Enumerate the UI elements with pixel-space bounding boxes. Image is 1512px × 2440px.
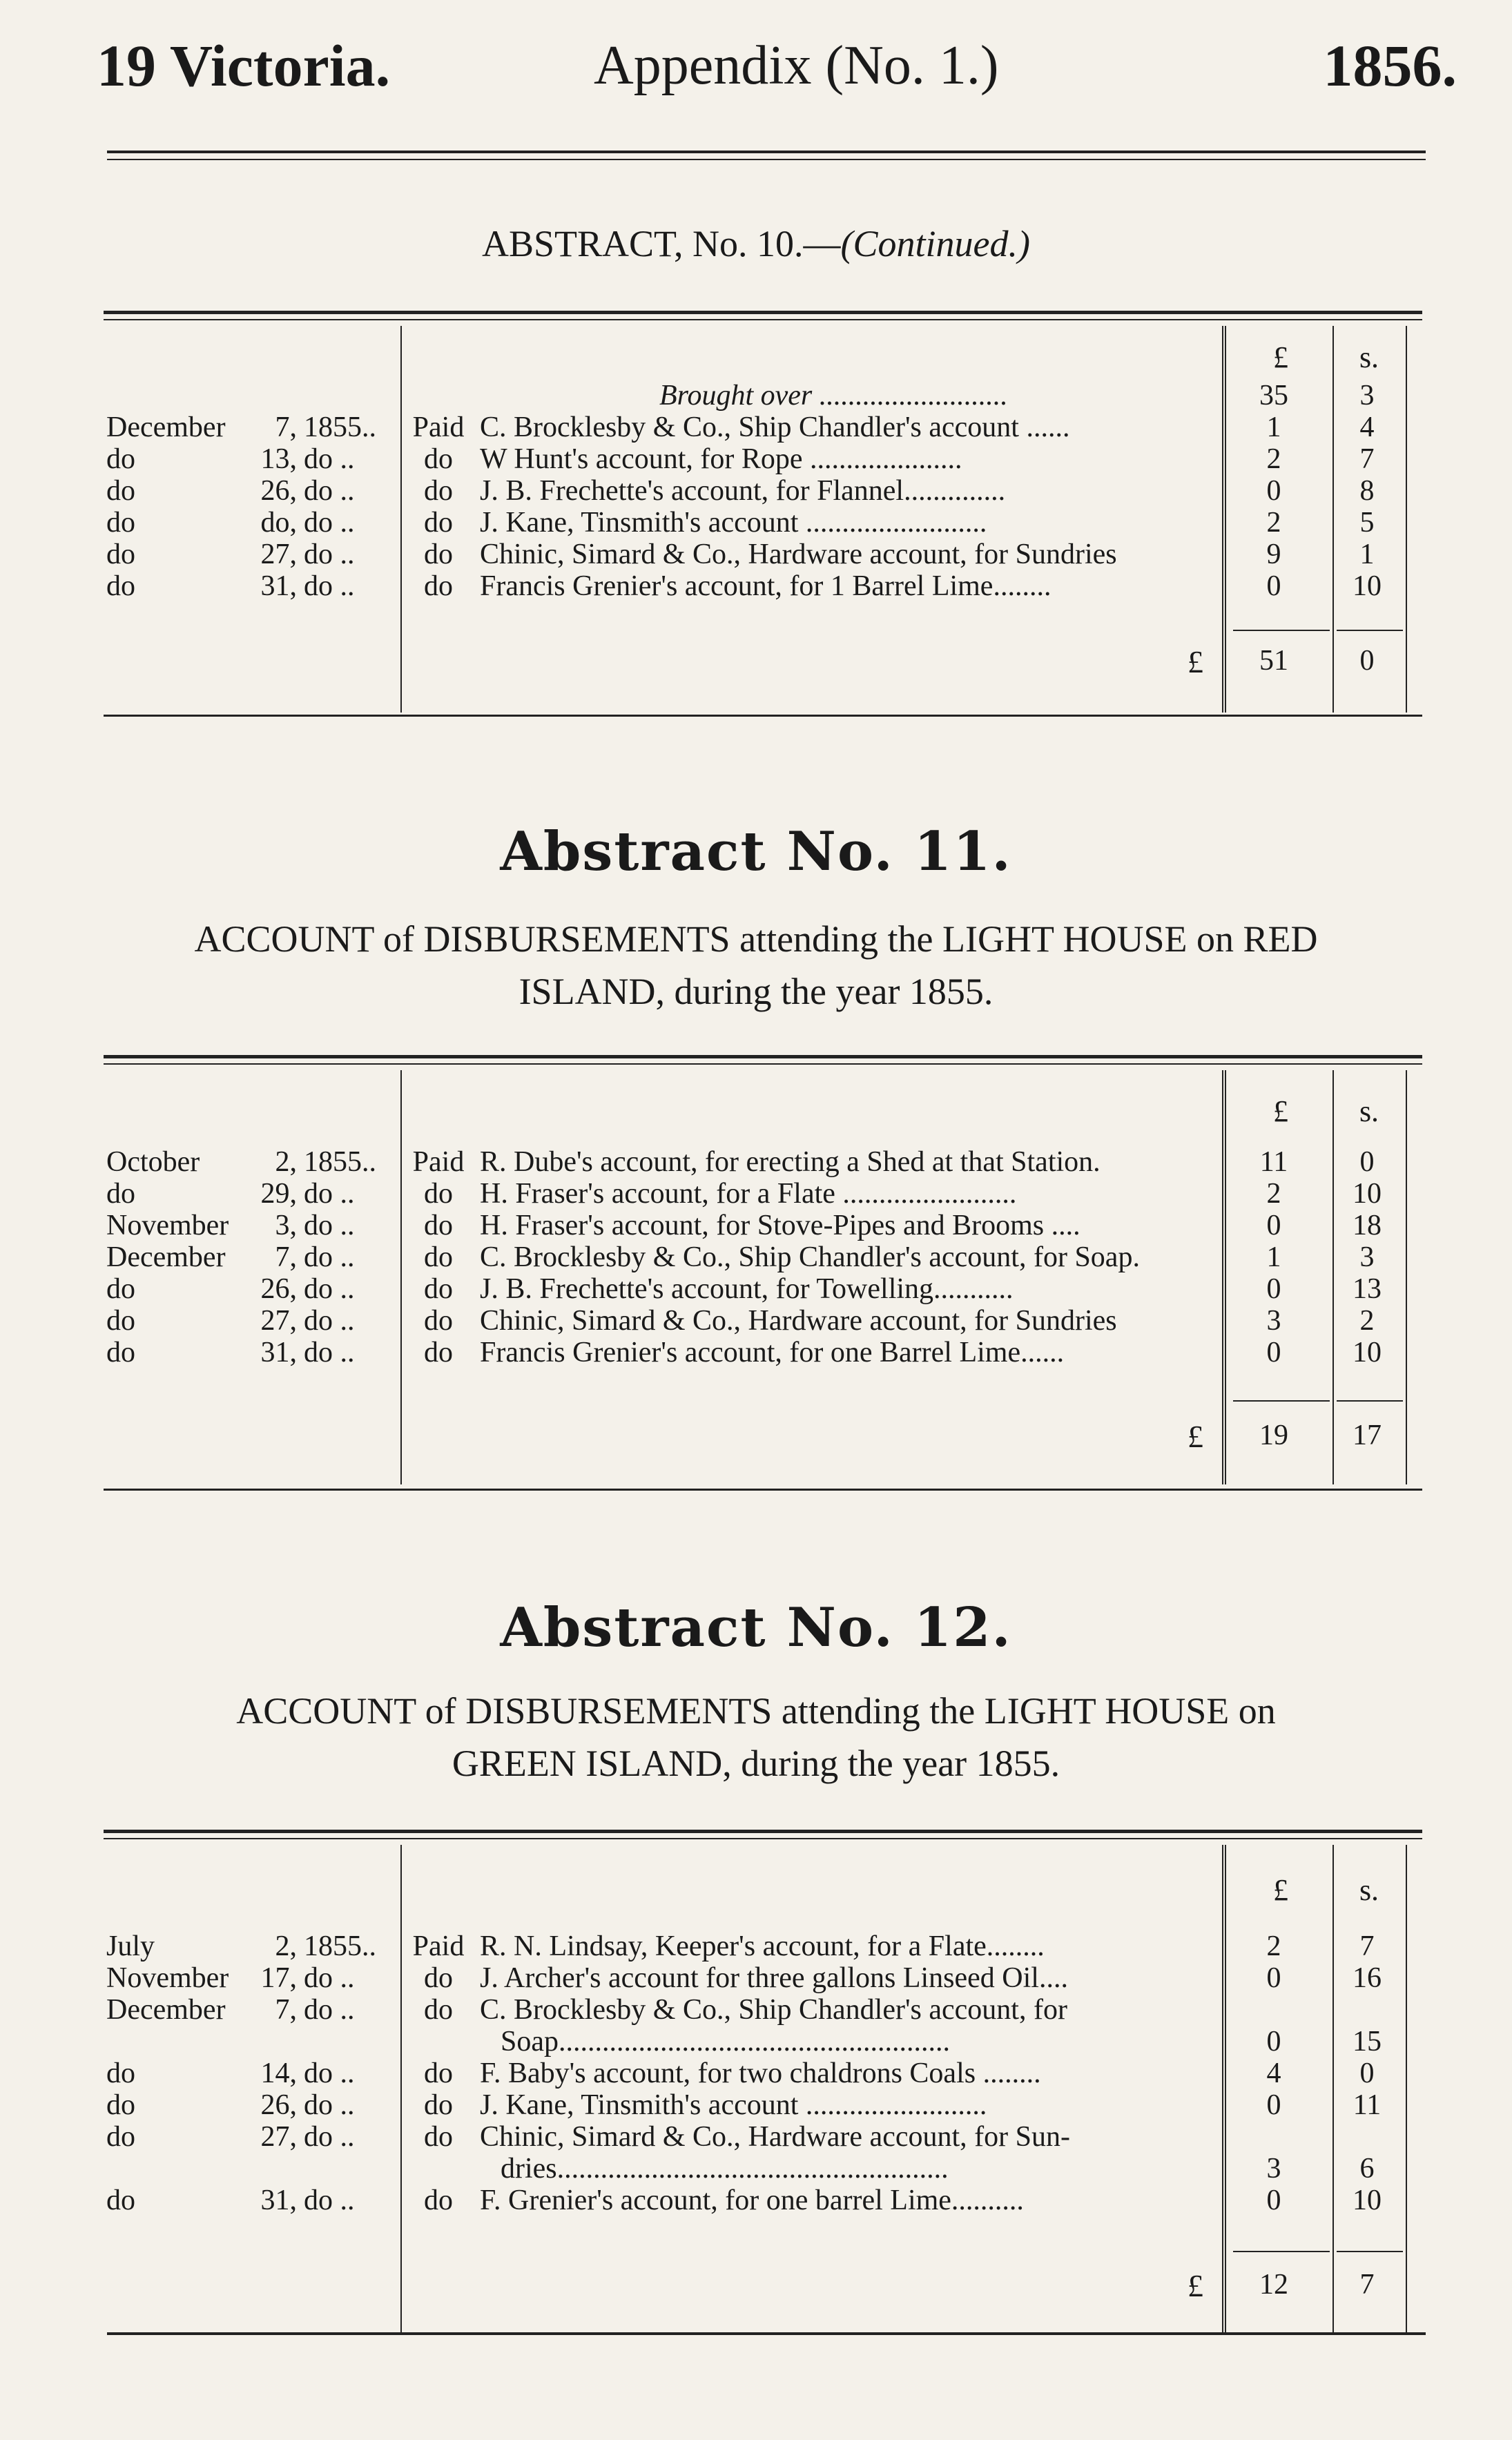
date-year: do ..: [304, 1994, 355, 2026]
paid-label: do: [424, 443, 453, 475]
table-row: [104, 507, 1422, 539]
date-year: do ..: [304, 2185, 355, 2216]
description: J. Kane, Tinsmith's account .........................: [480, 507, 987, 539]
shilling-column-header: s.: [1359, 340, 1379, 374]
description: R. N. Lindsay, Keeper's account, for a Flate........: [480, 1930, 1045, 1962]
paid-label: do: [424, 507, 453, 539]
abstract-12-title: Abstract No. 12.: [500, 1596, 1012, 1659]
description: C. Brocklesby & Co., Ship Chandler's account, for: [480, 1994, 1067, 2026]
total-shillings: 17: [1353, 1420, 1382, 1451]
date-year: do ..: [304, 2121, 355, 2153]
date-year: do ..: [304, 475, 355, 507]
description: J. B. Frechette's account, for Towelling...........: [480, 1273, 1014, 1305]
pounds-value: 11: [1259, 1146, 1288, 1178]
description: Francis Grenier's account, for one Barrel Lime......: [480, 1337, 1065, 1368]
table-row: [104, 1178, 1422, 1210]
description: dries......................................................: [501, 2153, 949, 2185]
table-rule: [104, 311, 1422, 314]
shillings-value: 10: [1353, 1178, 1382, 1210]
table-row: [104, 2089, 1422, 2121]
date-day: 26,: [260, 475, 297, 507]
date-month: do: [106, 443, 135, 475]
date-month: do: [106, 475, 135, 507]
shillings-value: 10: [1353, 1337, 1382, 1368]
table-row: [104, 570, 1422, 602]
shillings-value: 5: [1359, 507, 1375, 539]
header-right: 1856.: [1323, 32, 1457, 99]
header-rule: [107, 159, 1426, 160]
date-year: do ..: [304, 2089, 355, 2121]
date-year: do ..: [304, 1210, 355, 1241]
paid-label: do: [424, 570, 453, 602]
paid-label: do: [424, 2089, 453, 2121]
date-day: do,: [260, 507, 297, 539]
total-pounds: 51: [1259, 645, 1288, 677]
date-day: 7,: [275, 1241, 297, 1273]
date-day: 27,: [260, 2121, 297, 2153]
pounds-value: 0: [1266, 1337, 1281, 1368]
pounds-value: 0: [1266, 1273, 1281, 1305]
date-day: 2,: [275, 1930, 297, 1962]
date-day: 29,: [260, 1178, 297, 1210]
date-month: November: [106, 1210, 229, 1241]
paid-label: do: [424, 1273, 453, 1305]
pounds-value: 0: [1266, 475, 1281, 507]
date-day: 26,: [260, 1273, 297, 1305]
abstract-12-description: [0, 1685, 1512, 1790]
table-row: [104, 2057, 1422, 2089]
header-left: 19 Victoria.: [97, 32, 391, 99]
date-day: 27,: [260, 1305, 297, 1337]
paid-label: do: [424, 1178, 453, 1210]
shillings-value: 0: [1359, 2057, 1375, 2089]
date-day: 26,: [260, 2089, 297, 2121]
abstract-10-caption: [0, 222, 1512, 265]
pounds-value: 0: [1266, 570, 1281, 602]
date-day: 31,: [260, 570, 297, 602]
shillings-value: 6: [1359, 2153, 1375, 2185]
total-row: [104, 1420, 1422, 1451]
date-day: 7,: [275, 1994, 297, 2026]
pounds-value: 4: [1266, 2057, 1281, 2089]
paid-label: do: [424, 1241, 453, 1273]
abstract-11-description-line: ACCOUNT of DISBURSEMENTS attending the LIGHT HOUSE on RED: [194, 918, 1318, 960]
date-month: do: [106, 1305, 135, 1337]
date-month: December: [106, 1994, 226, 2026]
total-rule: [1337, 2251, 1403, 2252]
date-day: 13,: [260, 443, 297, 475]
description: F. Grenier's account, for one barrel Lime..........: [480, 2185, 1024, 2216]
date-day: 14,: [260, 2057, 297, 2089]
date-day: 31,: [260, 1337, 297, 1368]
table-row: [104, 2153, 1422, 2185]
table-row: [104, 2185, 1422, 2216]
date-year: do ..: [304, 2057, 355, 2089]
paid-label: do: [424, 1210, 453, 1241]
abstract-10-table: [104, 311, 1422, 725]
total-rule: [1233, 630, 1330, 631]
shilling-column-header: s.: [1359, 1873, 1379, 1907]
total-pound-sign: £: [1188, 2268, 1203, 2303]
date-month: do: [106, 2121, 135, 2153]
shillings-value: 8: [1359, 475, 1375, 507]
running-header: [97, 28, 1457, 104]
description: R. Dube's account, for erecting a Shed at that Station.: [480, 1146, 1101, 1178]
pounds-value: 0: [1266, 2185, 1281, 2216]
table-rule: [104, 1055, 1422, 1058]
abstract-11-description-line: ISLAND, during the year 1855.: [518, 971, 994, 1012]
total-pounds: 12: [1259, 2269, 1288, 2301]
paid-label: do: [424, 2185, 453, 2216]
total-shillings: 0: [1359, 645, 1375, 677]
pounds-value: 9: [1266, 539, 1281, 570]
date-month: October: [106, 1146, 200, 1178]
table-row: [104, 443, 1422, 475]
table-row: [104, 1210, 1422, 1241]
pounds-value: 2: [1266, 507, 1281, 539]
table-rule: [104, 715, 1422, 717]
abstract-10-caption-main: ABSTRACT, No. 10.—: [481, 223, 841, 264]
header-center: Appendix (No. 1.): [594, 35, 999, 96]
shilling-column-header: s.: [1359, 1094, 1379, 1128]
date-month: do: [106, 2089, 135, 2121]
shillings-value: 18: [1353, 1210, 1382, 1241]
table-rule: [104, 319, 1422, 320]
date-year: do ..: [304, 570, 355, 602]
pounds-value: 2: [1266, 443, 1281, 475]
shillings-value: 10: [1353, 2185, 1382, 2216]
pound-column-header: £: [1273, 1094, 1288, 1128]
table-row: [104, 539, 1422, 570]
pound-column-header: £: [1273, 1873, 1288, 1907]
table-rule: [104, 1063, 1422, 1065]
abstract-11-description: [0, 913, 1512, 1018]
pounds-value: 1: [1266, 411, 1281, 443]
table-row: [104, 1273, 1422, 1305]
paid-label: do: [424, 1962, 453, 1994]
abstract-12-description-line: GREEN ISLAND, during the year 1855.: [452, 1743, 1060, 1784]
paid-label: do: [424, 2121, 453, 2153]
pounds-value: 3: [1266, 1305, 1281, 1337]
table-row: [104, 1962, 1422, 1994]
date-month: do: [106, 2057, 135, 2089]
date-month: do: [106, 539, 135, 570]
total-row: [104, 2269, 1422, 2301]
table-row: [104, 1930, 1422, 1962]
pounds-value: 3: [1266, 2153, 1281, 2185]
date-month: do: [106, 1178, 135, 1210]
table-rule: [104, 1830, 1422, 1833]
table-row: [104, 380, 1422, 411]
date-year: 1855..: [304, 1930, 376, 1962]
description: J. B. Frechette's account, for Flannel..............: [480, 475, 1006, 507]
date-month: November: [106, 1962, 229, 1994]
date-year: do ..: [304, 443, 355, 475]
shillings-value: 11: [1353, 2089, 1382, 2121]
description: Soap......................................................: [501, 2026, 950, 2057]
total-rule: [1233, 2251, 1330, 2252]
shillings-value: 1: [1359, 539, 1375, 570]
shillings-value: 3: [1359, 1241, 1375, 1273]
description: C. Brocklesby & Co., Ship Chandler's account, for Soap.: [480, 1241, 1140, 1273]
description: W Hunt's account, for Rope .....................: [480, 443, 962, 475]
date-year: do ..: [304, 539, 355, 570]
shillings-value: 13: [1353, 1273, 1382, 1305]
pounds-value: 0: [1266, 2089, 1281, 2121]
total-rule: [1337, 1400, 1403, 1402]
table-row: [104, 2026, 1422, 2057]
shillings-value: 16: [1353, 1962, 1382, 1994]
date-day: 2,: [275, 1146, 297, 1178]
total-pound-sign: £: [1188, 644, 1203, 679]
shillings-value: 15: [1353, 2026, 1382, 2057]
paid-label: do: [424, 1994, 453, 2026]
table-row: [104, 1305, 1422, 1337]
date-day: 17,: [260, 1962, 297, 1994]
pound-column-header: £: [1273, 340, 1288, 374]
date-day: 7,: [275, 411, 297, 443]
date-month: July: [106, 1930, 155, 1962]
paid-label: do: [424, 1337, 453, 1368]
date-month: do: [106, 1273, 135, 1305]
date-day: 27,: [260, 539, 297, 570]
total-pounds: 19: [1259, 1420, 1288, 1451]
total-rule: [1233, 1400, 1330, 1402]
abstract-11-title: Abstract No. 11.: [500, 820, 1012, 883]
pounds-value: 0: [1266, 1210, 1281, 1241]
table-rule: [104, 1838, 1422, 1839]
total-row: [104, 645, 1422, 677]
shillings-value: 0: [1359, 1146, 1375, 1178]
date-day: 3,: [275, 1210, 297, 1241]
description: C. Brocklesby & Co., Ship Chandler's account ......: [480, 411, 1070, 443]
date-month: December: [106, 1241, 226, 1273]
date-year: do ..: [304, 507, 355, 539]
paid-label: Paid: [412, 411, 465, 443]
description: J. Kane, Tinsmith's account .........................: [480, 2089, 987, 2121]
date-month: do: [106, 507, 135, 539]
paid-label: Paid: [412, 1930, 465, 1962]
date-year: do ..: [304, 1273, 355, 1305]
table-row: [104, 1241, 1422, 1273]
paid-label: do: [424, 475, 453, 507]
total-pound-sign: £: [1188, 1419, 1203, 1454]
shillings-value: 2: [1359, 1305, 1375, 1337]
footer-rule: [107, 2332, 1426, 2335]
shillings-value: 10: [1353, 570, 1382, 602]
date-year: do ..: [304, 1241, 355, 1273]
date-month: December: [106, 411, 226, 443]
total-shillings: 7: [1359, 2269, 1375, 2301]
paid-label: do: [424, 1305, 453, 1337]
date-month: do: [106, 1337, 135, 1368]
date-year: do ..: [304, 1178, 355, 1210]
table-row: [104, 411, 1422, 443]
date-year: do ..: [304, 1305, 355, 1337]
total-rule: [1337, 630, 1403, 631]
paid-label: do: [424, 2057, 453, 2089]
table-row: [104, 2121, 1422, 2153]
shillings-value: 7: [1359, 443, 1375, 475]
pounds-value: 1: [1266, 1241, 1281, 1273]
description: Chinic, Simard & Co., Hardware account, for Sun-: [480, 2121, 1070, 2153]
abstract-12-description-line: ACCOUNT of DISBURSEMENTS attending the LIGHT HOUSE on: [236, 1690, 1276, 1732]
shillings-value: 7: [1359, 1930, 1375, 1962]
table-row: [104, 1146, 1422, 1178]
date-year: do ..: [304, 1962, 355, 1994]
description: H. Fraser's account, for a Flate ........................: [480, 1178, 1017, 1210]
description: J. Archer's account for three gallons Linseed Oil....: [480, 1962, 1068, 1994]
date-day: 31,: [260, 2185, 297, 2216]
abstract-10-caption-continued: (Continued.): [840, 223, 1030, 264]
pounds-value: 2: [1266, 1178, 1281, 1210]
table-row: [104, 475, 1422, 507]
date-year: do ..: [304, 1337, 355, 1368]
pounds-value: 0: [1266, 2026, 1281, 2057]
date-month: do: [106, 2185, 135, 2216]
date-year: 1855..: [304, 1146, 376, 1178]
pounds-value: 0: [1266, 1962, 1281, 1994]
description: Brought over ..........................: [659, 380, 1008, 411]
abstract-12-table: [104, 1830, 1422, 2341]
table-row: [104, 1994, 1422, 2026]
table-rule: [104, 1489, 1422, 1491]
shillings-value: 4: [1359, 411, 1375, 443]
paid-label: Paid: [412, 1146, 465, 1178]
description: Chinic, Simard & Co., Hardware account, for Sundries: [480, 539, 1117, 570]
table-row: [104, 1337, 1422, 1368]
description: F. Baby's account, for two chaldrons Coals ........: [480, 2057, 1041, 2089]
description: Francis Grenier's account, for 1 Barrel Lime........: [480, 570, 1051, 602]
header-rule: [107, 151, 1426, 153]
date-month: do: [106, 570, 135, 602]
description: H. Fraser's account, for Stove-Pipes and Brooms ....: [480, 1210, 1080, 1241]
date-year: 1855..: [304, 411, 376, 443]
abstract-11-table: [104, 1055, 1422, 1497]
paid-label: do: [424, 539, 453, 570]
pounds-value: 2: [1266, 1930, 1281, 1962]
shillings-value: 3: [1359, 380, 1375, 411]
pounds-value: 35: [1259, 380, 1288, 411]
description: Chinic, Simard & Co., Hardware account, for Sundries: [480, 1305, 1117, 1337]
